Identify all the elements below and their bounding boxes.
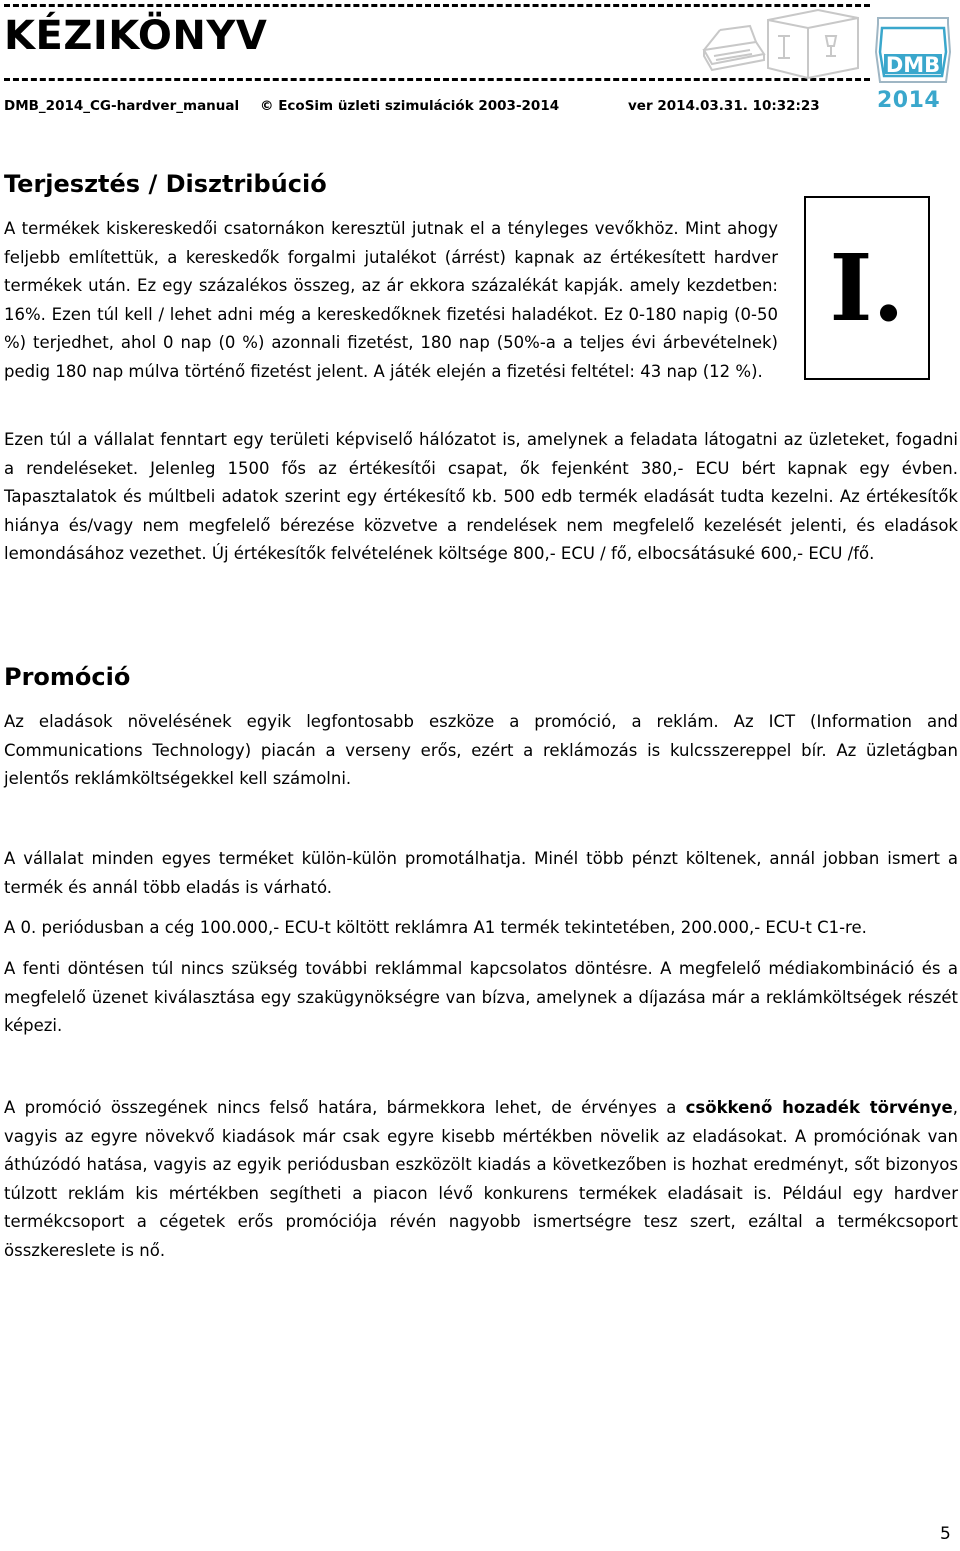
distribution-paragraph-2: Ezen túl a vállalat fenntart egy területi képviselő hálózatot is, amelynek a feladata látogatni az üzleteket, fogadni a rendeléseket. Jelenleg 1500 fős az értékesítői csapat, ők fejenként 380,- ECU bért kapnak egy évben. Tapasztalatok és múltbeli adatok szerint egy értékesítő kb. 500 edb termék eladását tudta kezelni. Az értékesítők hiánya és/vagy nem megfelelő bérezése közvetve a rendelések nem megfelelő kezelését jelenti, és eladások lemondásához vezethet. Új értékesítők felvételének költsége 800,- ECU / fő, elbocsátásuké 600,- ECU /fő. [4, 430, 958, 563]
diminishing-returns-term: csökkenő hozadék törvénye [685, 1098, 953, 1117]
box-illustration-icon [698, 6, 866, 80]
promotion-paragraph-2: A vállalat minden egyes terméket külön-külön promotálhatja. Minél több pénzt költenek, annál jobban ismert a termék és annál több eladás is várható. [4, 849, 958, 897]
logo-year: 2014 [877, 88, 941, 113]
promotion-paragraph-4: A fenti döntésen túl nincs szükség további reklámmal kapcsolatos döntésre. A megfelelő médiakombináció és a megfelelő üzenet kiválasztása egy szakügynökségre van bízva, amelynek a díjazása már a reklámköltségek részét képezi. [4, 959, 958, 1035]
promotion-paragraph-5 [4, 1094, 958, 1265]
promotion-paragraph-5-start: A promóció összegének nincs felső határa, bármekkora lehet, de érvényes a [4, 1098, 686, 1117]
version-stamp: ver 2014.03.31. 10:32:23 [628, 98, 820, 114]
promotion-paragraph-1: Az eladások növelésének egyik legfontosabb eszköze a promóció, a reklám. Az ICT (Information and Communications Technology) piacán a verseny erős, ezért a reklámozás is kulcsszereppel bír. Az üzletágban jelentős reklámköltségekkel kell számolni. [4, 712, 958, 788]
document-id: DMB_2014_CG-hardver_manual [4, 98, 240, 114]
promotion-paragraph-5-end: , vagyis az egyre növekvő kiadások már csak egyre kisebb mértékben növelik az eladásokat. A promóciónak van áthúzódó hatása, vagyis az egyik periódusban eszközölt kiadás a következőben is hozhat eredményt, sőt bizonyos túlzott reklám kis mértékben segítheti a piacon lévő konkurens termékek eladásait is. Például egy hardver termékcsoport a cégetek erős promóciója révén nagyobb ismertségre tesz szert, ezáltal a termékcsoport összkereslete is nő. [4, 1098, 959, 1260]
header-meta [4, 98, 870, 114]
logo-text: DMB [885, 53, 941, 77]
promotion-paragraph-3: A 0. periódusban a cég 100.000,- ECU-t költött reklámra A1 termék tekintetében, 200.000,- ECU-t C1-re. [4, 918, 867, 937]
distribution-paragraph-1: A termékek kiskereskedői csatornákon keresztül jutnak el a tényleges vevőkhöz. Mint ahogy feljebb említettük, a kereskedők forgalmi jutalékot (árrést) kapnak az értékesített hardver termékek után. Ez egy százalékos összeg, az ár ekkora százalékát kapják. amely kezdetben: 16%. Ezen túl kell / lehet adni még a kereskedőknek fizetési haladékot. Ez 0-180 napig (0-50 %) terjedhet, ahol 0 nap (0 %) azonnali fizetést, 180 nap (50%-a a teljes évi árbevételnek) pedig 180 nap múlva történő fizetést jelent. A játék elején a fizetési feltétel: 43 nap (12 %). [4, 219, 778, 381]
section-heading-distribution: Terjesztés / Disztribúció [4, 170, 327, 198]
page-number: 5 [940, 1524, 951, 1544]
copyright-notice: © EcoSim üzleti szimulációk 2003-2014 [260, 98, 560, 114]
document-title: KÉZIKÖNYV [4, 13, 268, 59]
category-marker: I. [804, 196, 930, 380]
section-heading-promotion: Promóció [4, 663, 131, 691]
